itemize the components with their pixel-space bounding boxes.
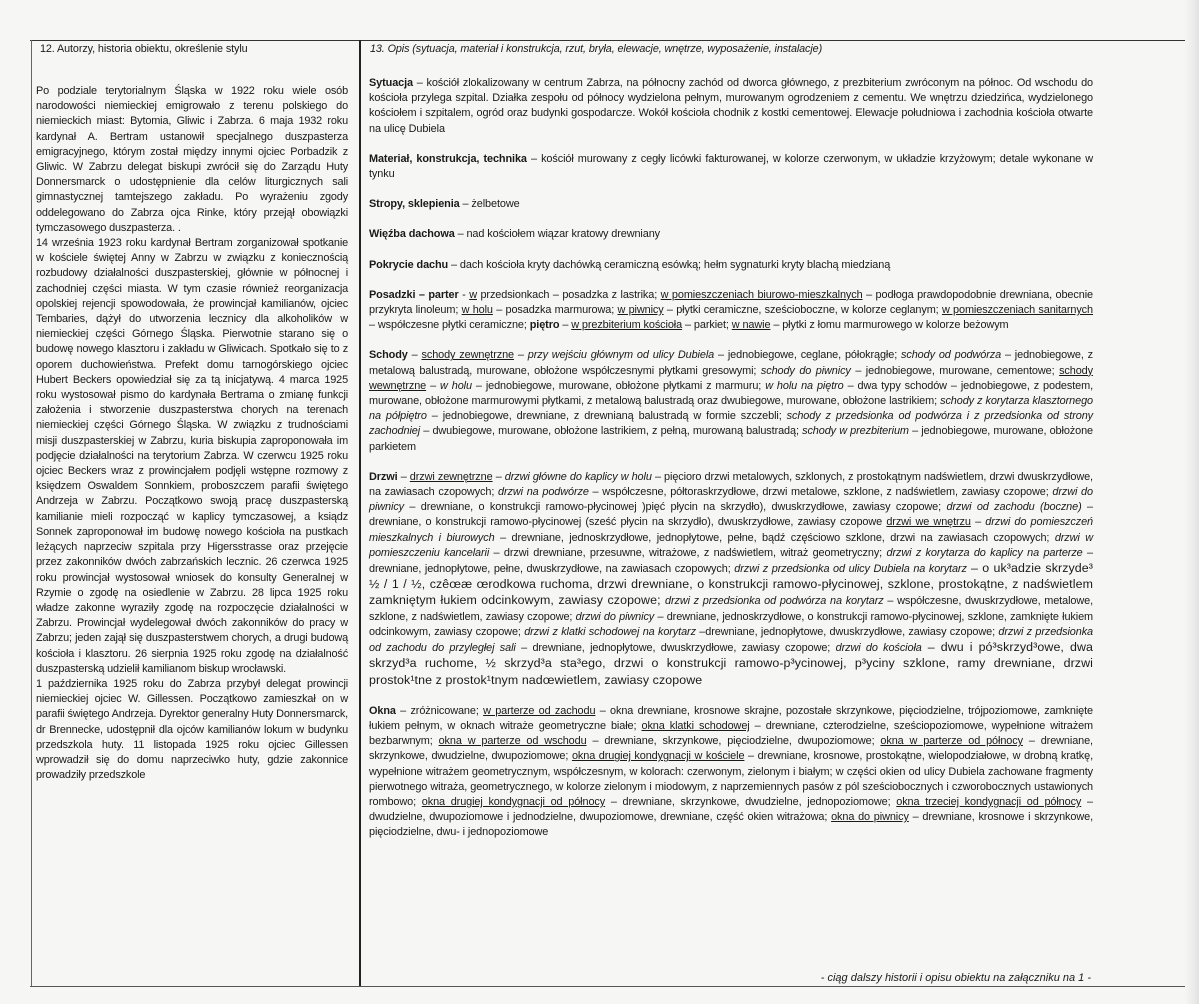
text-run: w pomieszczeniach biurowo-mieszkalnych xyxy=(660,288,863,301)
okna-paragraph xyxy=(369,704,1093,841)
wiezba-text: – nad kościołem wiązar kratowy drewniany xyxy=(457,228,661,241)
schody-label: Schody xyxy=(369,349,408,362)
history-column xyxy=(36,84,348,783)
sytuacja-paragraph xyxy=(369,76,1093,137)
text-run: – xyxy=(407,349,422,362)
text-run: –drewniane, jednopłytowe, dwuskrzydłowe, zawiasy czopowe; xyxy=(695,625,999,638)
text-run: – drewniane, skrzynkowe, pięciodzielne, dwupoziomowe; xyxy=(586,735,881,748)
drzwi-paragraph xyxy=(369,470,1093,689)
text-run: okna w parterze od północy xyxy=(880,735,1023,748)
history-paragraph: 14 września 1923 roku kardynał Bertram zorganizował spotkanie w kościele świętej Anny w Zabrzu w związku z koniecznością rozbudowy działalności duszpasterskiej, głównie w północnej i zachodniej części miasta. W tym czasie również reorganizacja opolskiej rejencji spowodowała, że prowincjał kamilianów, ojciec Tembaries, dążył do utworzenia lecznicy dla alkoholików w niemieckiej części Górnego Śląska. Pierwotnie starano się o budowę nowego klasztoru i zakładu w Gliwicach. Spotkało się to z oporem duchowieństwa. Prefekt domu tarnogórskiego ojciec Hubert Beckers opowiedział się za tą inicjatywą. 4 marca 1925 roku wystosował pismo do kardynała Bertrama o zmianę funkcji założenia i stworzenie duszpasterstwa chorych na terenach niemieckiej części Górnego Śląska. W związku z trudnościami misji duszpasterskiej w Zabrzu, kuria biskupia zaproponowała im podjęcie działalności na terytorium Zabrza. W czerwcu 1925 roku ojciec Beckers wraz z prowincjałem podjęli wstępne rozmowy z księdzem Oswaldem Sonnkiem, proboszczem parafii świętego Andrzeja w Zabrzu. Początkowo swoją pracę duszpasterską kamilianie mieli rozpocząć w kaplicy tymczasowej, a ksiądz Sonnek zaproponował im budowę nowego kościoła na pustkach leżących naprzeciw szpitala przy Higersstrasse oraz przejęcie przez zakonników dwóch zabrzańskich lecznic. 26 czerwca 1925 roku prowincjał wystosował wniosek do konsulty Generalnej w Rzymie o zgodę na osiedlenie w Zabrzu. 28 lipca 1925 roku władze zakonne wyraziły zgodę na rozpoczęcie działalności w Zabrzu. Prowincjał wydelegował dwóch zakonników do pracy w Zabrzu; jeden zajął się duszpasterstwem chorych, a drugi budową kościoła i klasztoru. 26 sierpnia 1925 roku zgodę na działalność duszpasterską udzielił kamilianom biskup wrocławski. xyxy=(36,237,348,675)
text-run: drzwi do piwnicy xyxy=(369,486,1093,514)
text-run: – dwu i pó³skrzyd³owe, dwa skrzyd³a ruchome, ½ skrzyd³a sta³ego, drzwi o konstrukcji ramowo-p³ycinowej, p³yciny szklone, ramy drewniane, drzwi prostok¹tne z prostok¹tnym nadœwietlem, zawiasy czopowe xyxy=(369,640,1093,687)
wiezba-label: Więźba dachowa xyxy=(369,228,455,241)
history-paragraph: Po podziale terytorialnym Śląska w 1922 roku wiele osób narodowości niemieckiej emigrowało z terenu polskiego do niemieckich miast: Bytomia, Gliwic i Zabrza. 6 maja 1932 roku kardynał A. Bertram ustanowił specjalnego duszpasterza emigracyjnego, którym został między innymi ojciec Porbadzik z Gliwic. W Zabrzu delegat biskupi zwrócił się do Zarządu Huty Donnersmarck o udostępnienie dla celów liturgicznych sali gimnastycznej tamtejszego zakładu. Po wyrażeniu zgody oddelegowano do Zabrza ojca Rinke, który przejął obowiązki tymczasowego duszpasterza. . xyxy=(36,85,348,234)
sytuacja-text: – kościół zlokalizowany w centrum Zabrza, na północny zachód od dworca głównego, z prezbiterium zwróconym na północ. Od wschodu do kościoła przylega szpital. Działka zespołu od północy wydzielona pełnym, murowanym ogrodzeniem z cementu. We wnętrzu dziedzińca, wydzielonego kościołem i szpitalem, ogród oraz budynki gospodarcze. Wokół kościoła chodnik z kostki cementowej. Elewacje południowa i zachodnia kościoła otwarte na ulicę Dubiela xyxy=(369,77,1093,135)
text-run: w nawie xyxy=(731,319,771,332)
description-column xyxy=(369,76,1093,855)
text-run: – jednobiegowe, z metalową balustradą, murowane, obłożone współczesnymi płytkami gresowymi; xyxy=(369,349,1093,377)
text-run: okna w parterze od wschodu xyxy=(438,735,587,748)
text-run: schody z korytarza klasztornego na półpiętro xyxy=(369,395,1093,423)
text-run: – drewniane, jednoskrzydłowe, jednopłytowe, pełne, bądź częściowo szklone, drzwi na zawiasach czopowych; xyxy=(494,531,1055,544)
text-run: – podłoga prawdopodobnie drewniana, obecnie przykryta linoleum; xyxy=(369,288,1093,317)
text-run: – płytki z łomu marmurowego w kolorze beżowym xyxy=(770,319,1009,332)
text-run: – drzwi drewniane, przesuwne, witrażowe, z nadświetlem, witraż geometryczny; xyxy=(489,546,887,559)
text-run: drzwi zewnętrzne xyxy=(409,470,493,483)
material-text: – kościół murowany z cegły licówki fakturowanej, w kolorze czerwonym, w układzie krzyżowym; detale wykonane w tynku xyxy=(369,152,1094,181)
text-run: – współczesne, półtoraskrzydłowe, drzwi metalowe, szklone, z nadświetlem, zawiasy czopowe; xyxy=(588,486,1053,499)
text-run: – przy wejściu głównym od ulicy Dubiela xyxy=(514,349,715,362)
text-run: w piwnicy xyxy=(617,304,664,317)
drzwi-label: Drzwi xyxy=(369,470,398,483)
stropy-label: Stropy, sklepienia xyxy=(369,198,460,211)
text-run: – drewniane, krosnowe i skrzynkowe, pięciodzielne, dwu- i jednopoziomowe xyxy=(369,811,1094,839)
continuation-note: - ciąg dalszy historii i opisu obiektu na załączniku na 1 - xyxy=(820,972,1091,984)
section-13-header: 13. Opis (sytuacja, materiał i konstrukcja, rzut, bryła, elewacje, wnętrze, wyposażenie, instalacje) xyxy=(370,43,823,55)
posadzki-label: Posadzki – parter xyxy=(369,288,459,301)
text-run: – drewniane, czterodzielne, sześciopoziomowe, wypełnione witrażem bezbarwnym; xyxy=(369,719,1094,748)
text-run: schody od podwórza xyxy=(901,349,1002,362)
left-border xyxy=(31,40,32,986)
text-run: schody w prezbiterium xyxy=(802,425,909,438)
text-run: – pięcioro drzwi metalowych, szklonych, z prostokątnym nadświetlem, drzwi dwuskrzydłowe, na zawiasach czopowych; xyxy=(369,470,1093,499)
text-run: w prezbiterium kościoła xyxy=(571,319,683,332)
text-run: schody wewnętrzne xyxy=(369,364,1093,392)
top-rule xyxy=(30,40,1195,41)
text-run: – zróżnicowane; xyxy=(395,704,484,717)
text-run: – drzwi do pomieszczeń mieszkalnych i biurowych xyxy=(369,516,1093,544)
text-run: drzwi z przedsionka od zachodu do przyległej sali xyxy=(369,625,1093,655)
text-run: drzwi we wnętrzu xyxy=(886,516,971,529)
pokrycie-paragraph xyxy=(369,258,1093,273)
section-12-header: 12. Autorzy, historia obiektu, określenie stylu xyxy=(40,43,248,55)
text-run: drzwi na podwórze xyxy=(498,486,589,499)
text-run: drzwi z klatki schodowej na korytarz xyxy=(524,625,696,638)
text-run: – drewniane, jednopłytowe, dwuskrzydłowe, zawiasy czopowe; xyxy=(515,642,836,655)
text-run: schody zewnętrzne xyxy=(421,349,514,362)
text-run: okna trzeciej kondygnacji od północy xyxy=(896,795,1082,808)
text-run: okna drugiej kondygnacji w kościele xyxy=(571,750,745,763)
text-run: – o uk³adzie skrzyde³ ½ / 1 / ½, czêœæ œrodkowa ruchoma, drzwi drewniane, o konstrukcji ramowo-płycinowej, szklone, prostokątne, z nadświetlem zamkniętym łukiem odcinkowym, zawiasy czopowe; xyxy=(369,561,1094,608)
text-run: – parkiet; xyxy=(682,319,732,332)
text-run: – okna drewniane, krosnowe skrajne, pozostałe skrzynkowe, pięciodzielne, trójpoziomowe, zamknięte łukiem pełnym, w oknach witraże geometryczne białe; xyxy=(369,704,1093,732)
text-run: – płytki ceramiczne, sześcioboczne, w kolorze ceglanym; xyxy=(663,304,942,317)
text-run: w pomieszczeniach sanitarnych xyxy=(941,304,1093,317)
column-divider xyxy=(359,40,361,986)
text-run: – drewniane, jednopłytowe, pełne, dwuskrzydłowe, na zawiasach czopowych; xyxy=(369,546,1093,576)
text-run: – drzwi główne do kaplicy w holu xyxy=(492,470,652,483)
text-run: drzwi z przedsionka od ulicy Dubiela na korytarz xyxy=(734,563,967,576)
history-paragraph: 1 października 1925 roku do Zabrza przybył delegat prowincji niemieckiej ojciec W. Gillessen. Początkowo zamieszkał on w parafii świętego Andrzeja. Dyrektor generalny Huty Donnersmarck, dr Brennecke, udostępnił dla ojców kamilianów lokum w budynku przedszkola huty. 11 listopada 1925 roku ojciec Gillessen wprowadził się do domu naprzeciwko huty, gdzie zakonnice prowadziły przedszkole xyxy=(36,677,348,782)
text-run: – w holu xyxy=(426,379,472,392)
sytuacja-label: Sytuacja xyxy=(369,77,413,89)
text-run: – drewniane, jednoskrzydłowe, o konstrukcji ramowo-płycinowej, szklone, zamknięte łukiem odcinkowym, zawiasy czopowe; xyxy=(369,610,1094,638)
text-run: okna klatki schodowej xyxy=(641,719,750,732)
text-run: schody z przedsionka od podwórza i z przedsionka od strony zachodniej xyxy=(369,410,1093,438)
text-run: piętro xyxy=(529,319,560,332)
text-run: – współczesne płytki ceramiczne; xyxy=(369,319,530,332)
text-run: drzwi do kościoła xyxy=(835,642,922,655)
text-run: – jednobiegowe, drewniane, z drewnianą balustradą w formie szczebli; xyxy=(426,410,787,423)
page-edge-shadow xyxy=(1185,0,1199,1004)
text-run: – posadzka marmurowa; xyxy=(492,304,618,317)
text-run: – jednobiegowe, murowane, cementowe; xyxy=(850,364,1060,377)
text-run: – współczesne, dwuskrzydłowe, metalowe, szklone, z nadświetlem, zawiasy czopowe; xyxy=(369,595,1093,623)
text-run: w xyxy=(469,288,477,301)
material-paragraph xyxy=(369,152,1093,182)
wiezba-paragraph xyxy=(369,227,1093,242)
stropy-paragraph xyxy=(369,197,1093,212)
text-run: – dwubiegowe, murowane, obłożone lastrikiem, z pełną, murowaną balustradą; xyxy=(420,425,803,438)
text-run: schody do piwnicy xyxy=(760,364,851,377)
text-run: – xyxy=(559,319,572,332)
text-run: drzwi z przedsionka od podwórza na korytarz xyxy=(665,595,884,608)
text-run: drzwi od zachodu (boczne) xyxy=(946,501,1082,514)
text-run: – drewniane, o konstrukcji ramowo-płycinowej )pięć płycin na skrzydło), dwuskrzydłowe, zawiasy czopowe; xyxy=(404,501,947,514)
text-run: – xyxy=(397,470,410,483)
text-run: przedsionkach – posadzka z lastrika; xyxy=(476,288,661,301)
posadzki-paragraph xyxy=(369,288,1093,334)
pokrycie-text: – dach kościoła kryty dachówką ceramiczną esówką; hełm sygnaturki kryty blachą miedzianą xyxy=(451,258,891,271)
text-run: – drewniane, skrzynkowe, dwudzielne, dwupoziomowe; xyxy=(369,735,1093,763)
text-run: – drewniane, skrzynkowe, dwudzielne, jednopoziomowe; xyxy=(605,795,897,808)
pokrycie-label: Pokrycie dachu xyxy=(369,258,449,271)
text-run: – jednobiegowe, murowane, obłożone parkietem xyxy=(369,425,1094,453)
text-run: w parterze od zachodu xyxy=(483,704,596,717)
text-run: w holu na piętro xyxy=(765,379,844,392)
text-run: okna do piwnicy xyxy=(831,811,909,824)
text-run: drzwi do piwnicy xyxy=(575,610,655,623)
text-run: – drewniane, krosnowe, prostokątne, wielopodziałowe, w drobną kratkę, wypełnione witrażem geometrycznym, współczesnym, w kolorach: czerwonym, zielonym i białym; w części okien od ulicy Dubiela zachowane fragmenty pierwotnego witraża, geometrycznego, w kolorze zielonym i miodowym, z naprzemiennych pasów z pól sześciobocznych i czworobocznych ustawionych rombowo; xyxy=(369,750,1094,808)
text-run: – dwa typy schodów – jednobiegowe, z podestem, murowane, obłożone marmurowymi płytkami, z metalową balustradą oraz dwubiegowe, murowane, obłożone lastrikiem; xyxy=(369,379,1093,408)
text-run: – jednobiegowe, murowane, obłożone płytkami z marmuru; xyxy=(471,379,766,392)
text-run: okna drugiej kondygnacji od północy xyxy=(421,795,606,808)
text-run: – dwudzielne, dwupoziomowe i jednodzielne, dwupoziomowe, drewniane, część okien witrażowa; xyxy=(369,795,1093,824)
stropy-text: – żelbetowe xyxy=(462,198,520,211)
material-label: Materiał, konstrukcja, technika xyxy=(369,152,527,165)
schody-paragraph xyxy=(369,348,1093,454)
bottom-rule xyxy=(30,986,1195,987)
text-run: – jednobiegowe, ceglane, półokrągłe; xyxy=(714,349,902,362)
text-run: - xyxy=(458,288,470,301)
okna-label: Okna xyxy=(369,704,396,717)
text-run: w holu xyxy=(461,304,493,317)
text-run: drzwi w pomieszczeniu kancelarii xyxy=(369,531,1093,559)
text-run: – drewniane, o konstrukcji ramowo-płycinowej (sześć płycin na skrzydło), dwuskrzydłowe, zawiasy czopowe xyxy=(369,501,1094,529)
text-run: drzwi z korytarza do kaplicy na parterze xyxy=(886,546,1083,559)
